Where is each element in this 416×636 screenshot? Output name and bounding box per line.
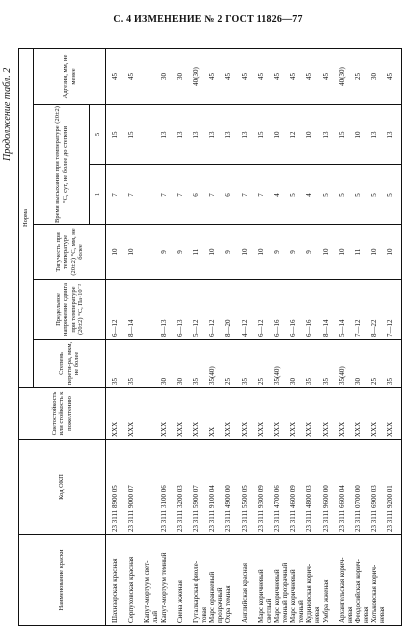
cell-d1: 4 (273, 193, 281, 197)
cell-d5: 15 (127, 131, 136, 139)
paint-name-line: невая (378, 606, 387, 623)
cell-deg: 35 (386, 378, 395, 385)
cell-lf: XXX (256, 421, 265, 437)
cell-spread: 6—13 (175, 319, 184, 337)
paint-name (127, 536, 135, 623)
cell-d1: 7 (256, 193, 265, 197)
cell-visc: 9 (159, 250, 168, 254)
cell-visc: 9 (289, 250, 298, 254)
paint-name-line: Сиена жженая (175, 580, 184, 623)
cell-spread: 6—12 (256, 319, 265, 337)
header-name: Наименование краски (58, 549, 66, 611)
cell-lf: XXX (354, 421, 362, 437)
paint-name-line: темный (297, 600, 306, 623)
cell-lf: XXX (289, 421, 298, 437)
cell-adh: 30 (175, 73, 184, 80)
cell-adh: 45 (386, 73, 395, 80)
paint-name (224, 536, 232, 623)
cell-adh: 45 (208, 73, 217, 80)
paint-name-line: Хотьковская корич- (370, 564, 379, 623)
cell-lf: XX (208, 426, 217, 437)
paint-name-line: Марс оранжевый (208, 571, 217, 623)
cell-d1: 7 (175, 193, 184, 197)
cell-lf: XXX (305, 421, 314, 437)
cell-deg: 30 (175, 378, 184, 385)
paint-name (160, 536, 168, 623)
cell-d1: 7 (159, 193, 168, 197)
cell-deg: 25 (256, 378, 265, 385)
cell-lf: XXX (111, 421, 119, 437)
cell-d1: 7 (127, 193, 136, 197)
cell-deg: 35 (240, 378, 249, 385)
cell-code: 23 3111 8900 05 (111, 485, 119, 532)
cell-spread: 6—12 (111, 319, 119, 337)
cell-spread: 5—14 (337, 319, 346, 337)
cell-code: 23 3111 9100 04 (208, 485, 217, 532)
cell-adh: 45 (305, 73, 314, 80)
cell-d1: 6 (192, 193, 200, 197)
cell-spread: 8—20 (224, 319, 233, 337)
cell-adh: 45 (321, 73, 330, 80)
cell-lf: XXX (337, 421, 346, 437)
paint-name-line: Феодосийская корич- (354, 559, 362, 623)
header-degree: Степень перети-ра, мкм, не более (58, 341, 81, 386)
cell-code: 23 3111 9300 09 (256, 485, 265, 532)
cell-spread: 8—14 (127, 319, 136, 337)
cell-spread: 8—22 (370, 319, 379, 337)
cell-code: 23 3111 3200 03 (175, 485, 184, 532)
paint-name-line: товая (200, 606, 208, 623)
cell-deg: 35(40) (208, 366, 217, 385)
cell-d5: 13 (240, 131, 249, 139)
header-norm: Норма (22, 208, 30, 228)
paint-name (305, 536, 321, 623)
cell-d5: 13 (321, 131, 330, 139)
paint-name-line: невая (362, 606, 370, 623)
header-viscosity: Тягучесть при температуре (20±2) °С, мм, не более (54, 228, 84, 276)
cell-d1: 7 (111, 193, 119, 197)
paint-name-line: Марс коричневый (273, 569, 281, 623)
paint-name (176, 536, 184, 623)
cell-spread: 6—16 (273, 319, 281, 337)
paint-name (338, 536, 354, 623)
paint-name (354, 536, 370, 623)
cell-visc: 10 (370, 248, 379, 256)
cell-spread: 8—13 (159, 319, 168, 337)
cell-d1: 5 (321, 193, 330, 197)
paint-table (18, 48, 402, 626)
cell-adh: 45 (289, 73, 298, 80)
cell-visc: 10 (208, 248, 217, 256)
cell-d5: 13 (224, 131, 233, 139)
cell-lf: XXX (273, 421, 281, 437)
cell-visc: 9 (305, 250, 314, 254)
paint-name-line: светлый (264, 598, 273, 623)
cell-lf: XXX (321, 421, 330, 437)
cell-d1: 5 (386, 193, 395, 197)
cell-code: 23 3111 9000 07 (127, 485, 136, 532)
paint-name-line: Английская красная (240, 563, 249, 623)
paint-name (257, 536, 273, 623)
cell-visc: 11 (192, 248, 200, 256)
cell-deg: 35(40) (337, 366, 346, 385)
header-adhesion: Адгезия, мм, не менее (62, 54, 77, 99)
cell-deg: 35 (111, 378, 119, 385)
cell-lf: XXX (224, 421, 233, 437)
cell-deg: 30 (354, 378, 362, 385)
cell-d5: 13 (159, 131, 168, 139)
cell-d1: 5 (289, 193, 298, 197)
cell-lf: XXX (240, 421, 249, 437)
cell-d1: 7 (208, 193, 217, 197)
cell-spread: 6—16 (305, 319, 314, 337)
header-code: Код ОКП (58, 474, 66, 500)
cell-deg: 35 (192, 378, 200, 385)
col-sep (89, 164, 401, 165)
cell-adh: 30 (159, 73, 168, 80)
header-drying-degree-5: 5 (93, 132, 101, 137)
cell-adh: 40(30) (192, 67, 200, 86)
cell-adh: 45 (111, 73, 119, 80)
cell-deg: 30 (159, 378, 168, 385)
cell-d5: 10 (305, 131, 314, 139)
paint-name-line: Умбра жженая (321, 579, 330, 623)
paint-name-line: Марс коричневый (289, 569, 298, 623)
paint-name-line: Охра темная (224, 585, 233, 623)
continuation-label: Продолжение табл. 2 (2, 67, 13, 161)
paint-name (322, 536, 330, 623)
cell-spread: 7—12 (354, 319, 362, 337)
cell-adh: 45 (127, 73, 136, 80)
cell-adh: 25 (354, 73, 362, 80)
cell-spread: 5—12 (192, 319, 200, 337)
cell-code: 23 3111 9600 00 (321, 485, 330, 532)
cell-code: 23 3111 4700 06 (273, 485, 281, 532)
cell-visc: 10 (337, 248, 346, 256)
cell-code: 23 3111 9200 01 (386, 485, 395, 532)
paint-name-line: Серпуховская красная (127, 556, 136, 623)
cell-deg: 35(40) (273, 366, 281, 385)
cell-d5: 13 (208, 131, 217, 139)
header-lightfast: Светостойкость или стойкость к пожелтению (50, 391, 73, 436)
cell-spread: 4—12 (240, 319, 249, 337)
cell-visc: 9 (224, 250, 233, 254)
cell-deg: 30 (289, 378, 298, 385)
cell-d5: 15 (337, 131, 346, 139)
cell-adh: 45 (224, 73, 233, 80)
cell-deg: 35 (321, 378, 330, 385)
cell-d5: 13 (175, 131, 184, 139)
cell-d5: 15 (111, 131, 119, 139)
header-divider (105, 49, 106, 625)
cell-deg: 25 (370, 378, 379, 385)
cell-d1: 5 (354, 193, 362, 197)
paint-name (370, 536, 386, 623)
cell-lf: XXX (175, 421, 184, 437)
cell-d1: 4 (305, 193, 314, 197)
paint-name-line: Кудиновская корич- (305, 563, 314, 623)
cell-d5: 10 (273, 131, 281, 139)
cell-code: 23 3111 4600 09 (289, 485, 298, 532)
paint-name-line: Капут-мортуум темный (159, 552, 168, 623)
cell-d5: 15 (256, 131, 265, 139)
paint-name-line: Капут-мортуум свет- (143, 560, 152, 623)
paint-name-line: темный прозрачный (281, 562, 289, 623)
cell-spread: 6—12 (208, 319, 217, 337)
cell-spread: 6—16 (289, 319, 298, 337)
cell-code: 23 3111 5500 05 (240, 485, 249, 532)
paint-name (143, 536, 159, 623)
cell-adh: 45 (273, 73, 281, 80)
cell-code: 23 3111 6900 03 (370, 485, 379, 532)
cell-d1: 6 (224, 193, 233, 197)
header-spread: Предельное напряжение сдвига при температуре (20±2) °С, Па·10⁻² (54, 282, 84, 337)
cell-lf: XXX (192, 421, 200, 437)
paint-name-line: Гуталкарская фиоле- (192, 560, 200, 623)
cell-lf: XXX (386, 421, 395, 437)
paint-name (289, 536, 305, 623)
header-drying-degree-1: 1 (93, 192, 101, 197)
cell-code: 23 3111 4900 00 (224, 485, 233, 532)
paint-name-line: Шахнзарская красная (111, 558, 119, 623)
paint-name (111, 536, 119, 623)
cell-deg: 25 (224, 378, 233, 385)
cell-d1: 5 (370, 193, 379, 197)
cell-code: 23 3111 5900 07 (192, 485, 200, 532)
cell-d1: 7 (240, 193, 249, 197)
paint-name (192, 536, 208, 623)
cell-spread: 8—14 (321, 319, 330, 337)
cell-code: 23 3111 3100 06 (159, 485, 168, 532)
cell-code: 23 3111 6600 04 (337, 485, 346, 532)
paint-name (208, 536, 224, 623)
cell-adh: 45 (256, 73, 265, 80)
paint-name (241, 536, 249, 623)
cell-d5: 13 (192, 131, 200, 139)
rotated-table-sheet (0, 30, 416, 626)
cell-visc: 10 (127, 248, 136, 256)
paint-name-line: невая (345, 606, 354, 623)
cell-d5: 13 (370, 131, 379, 139)
paint-name-line: лый (151, 611, 160, 623)
cell-spread: 7—12 (386, 319, 395, 337)
cell-visc: 11 (354, 248, 362, 256)
cell-adh: 30 (370, 73, 379, 80)
cell-visc: 9 (175, 250, 184, 254)
cell-lf: XXX (370, 421, 379, 437)
cell-d1: 5 (337, 193, 346, 197)
header-drying: Время высыхания при температуре (20±2) °С, сут, не более до степени (54, 106, 69, 223)
paint-name (273, 536, 289, 623)
cell-adh: 45 (240, 73, 249, 80)
cell-adh: 40(30) (337, 67, 346, 86)
paint-name-line: невая (313, 606, 322, 623)
cell-d5: 10 (354, 131, 362, 139)
cell-lf: XXX (127, 421, 136, 437)
cell-d5: 12 (289, 131, 298, 139)
cell-deg: 35 (127, 378, 136, 385)
cell-visc: 9 (273, 250, 281, 254)
cell-d5: 13 (386, 131, 395, 139)
page-header: С. 4 ИЗМЕНЕНИЕ № 2 ГОСТ 11826—77 (113, 14, 303, 25)
cell-code: 23 3111 4800 03 (305, 485, 314, 532)
cell-lf: XXX (159, 421, 168, 437)
paint-name-line: прозрачный (216, 587, 225, 623)
cell-deg: 35 (305, 378, 314, 385)
cell-visc: 10 (321, 248, 330, 256)
cell-visc: 10 (386, 248, 395, 256)
paint-name-line: Марс коричневый (256, 569, 265, 623)
cell-visc: 10 (256, 248, 265, 256)
cell-visc: 10 (240, 248, 249, 256)
cell-code: 23 3111 0700 00 (354, 485, 362, 532)
paint-name-line: Архангельская корич- (337, 557, 346, 623)
cell-visc: 10 (111, 248, 119, 256)
